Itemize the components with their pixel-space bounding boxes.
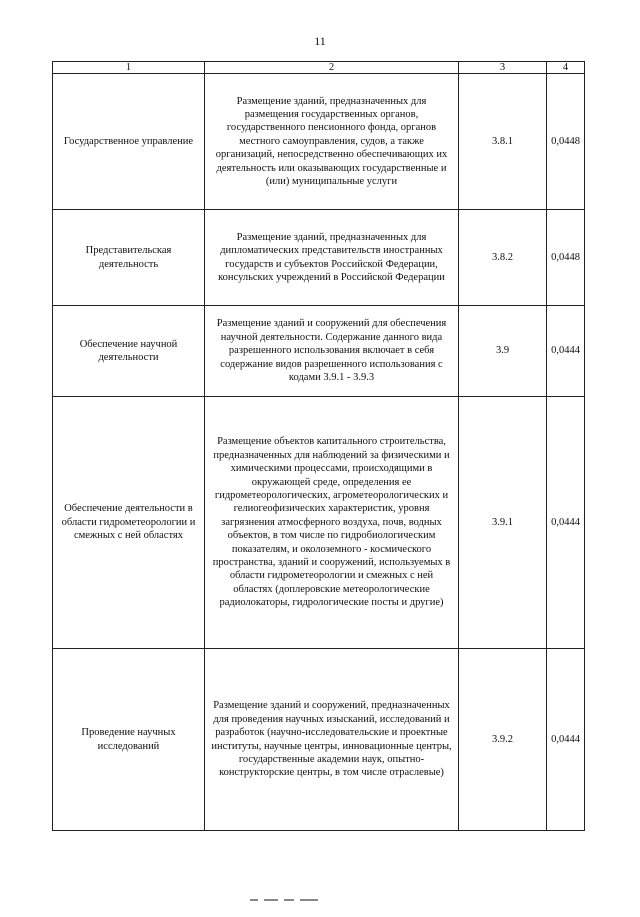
column-header-2: 2	[205, 62, 459, 74]
column-header-4: 4	[547, 62, 585, 74]
land-use-description: Размещение объектов капитального строительства, предназначенных для наблюдений за физическими и химическими процессами, происходящими в окружающей среде, определения ее гидрометеорологических, агрометеорологических и гелиогеофизических характеристик, уровня загрязнения атмосферного воздуха, почв, водных объектов, в том числе по гидробиологическим показателям, и околоземного - космического пространства, зданий и сооружений, используемых в области гидрометеорологии и смежных с ней областях (доплеровские метеорологические радиолокаторы, гидрологические посты и другие)	[205, 397, 459, 649]
column-header-1: 1	[53, 62, 205, 74]
land-use-name: Проведение научных исследований	[53, 649, 205, 831]
land-use-description: Размещение зданий, предназначенных для размещения государственных органов, государственного пенсионного фонда, органов местного самоуправления, судов, а также организаций, непосредственно обеспечивающих их деятельность или оказывающих государственные и (или) муниципальные услуги	[205, 74, 459, 210]
coefficient-value: 0,0448	[547, 74, 585, 210]
land-use-description: Размещение зданий и сооружений для обеспечения научной деятельности. Содержание данного вида разрешенного использования включает в себя содержание видов разрешенного использования с кодами 3.9.1 - 3.9.3	[205, 306, 459, 397]
coefficient-value: 0,0444	[547, 306, 585, 397]
land-use-name: Обеспечение научной деятельности	[53, 306, 205, 397]
column-header-3: 3	[459, 62, 547, 74]
land-use-code: 3.8.1	[459, 74, 547, 210]
coefficient-value: 0,0444	[547, 649, 585, 831]
land-use-code: 3.8.2	[459, 210, 547, 306]
table-row	[53, 210, 585, 306]
land-use-name: Представительская деятельность	[53, 210, 205, 306]
table-row	[53, 397, 585, 649]
table-row	[53, 649, 585, 831]
land-use-table	[52, 61, 585, 831]
scan-artifact	[250, 899, 370, 903]
land-use-code: 3.9.2	[459, 649, 547, 831]
coefficient-value: 0,0444	[547, 397, 585, 649]
coefficient-value: 0,0448	[547, 210, 585, 306]
table-row	[53, 306, 585, 397]
land-use-code: 3.9	[459, 306, 547, 397]
land-use-description: Размещение зданий и сооружений, предназначенных для проведения научных изысканий, исследований и разработок (научно-исследовательские и проектные институты, научные центры, инновационные центры, государственные академии наук, опытно-конструкторские центры, в том числе отраслевые)	[205, 649, 459, 831]
land-use-name: Государственное управление	[53, 74, 205, 210]
table-header-row	[53, 62, 585, 74]
page-number: 11	[314, 34, 326, 48]
land-use-description: Размещение зданий, предназначенных для дипломатических представительств иностранных государств и субъектов Российской Федерации, консульских учреждений в Российской Федерации	[205, 210, 459, 306]
table-row	[53, 74, 585, 210]
land-use-name: Обеспечение деятельности в области гидрометеорологии и смежных с ней областях	[53, 397, 205, 649]
land-use-code: 3.9.1	[459, 397, 547, 649]
